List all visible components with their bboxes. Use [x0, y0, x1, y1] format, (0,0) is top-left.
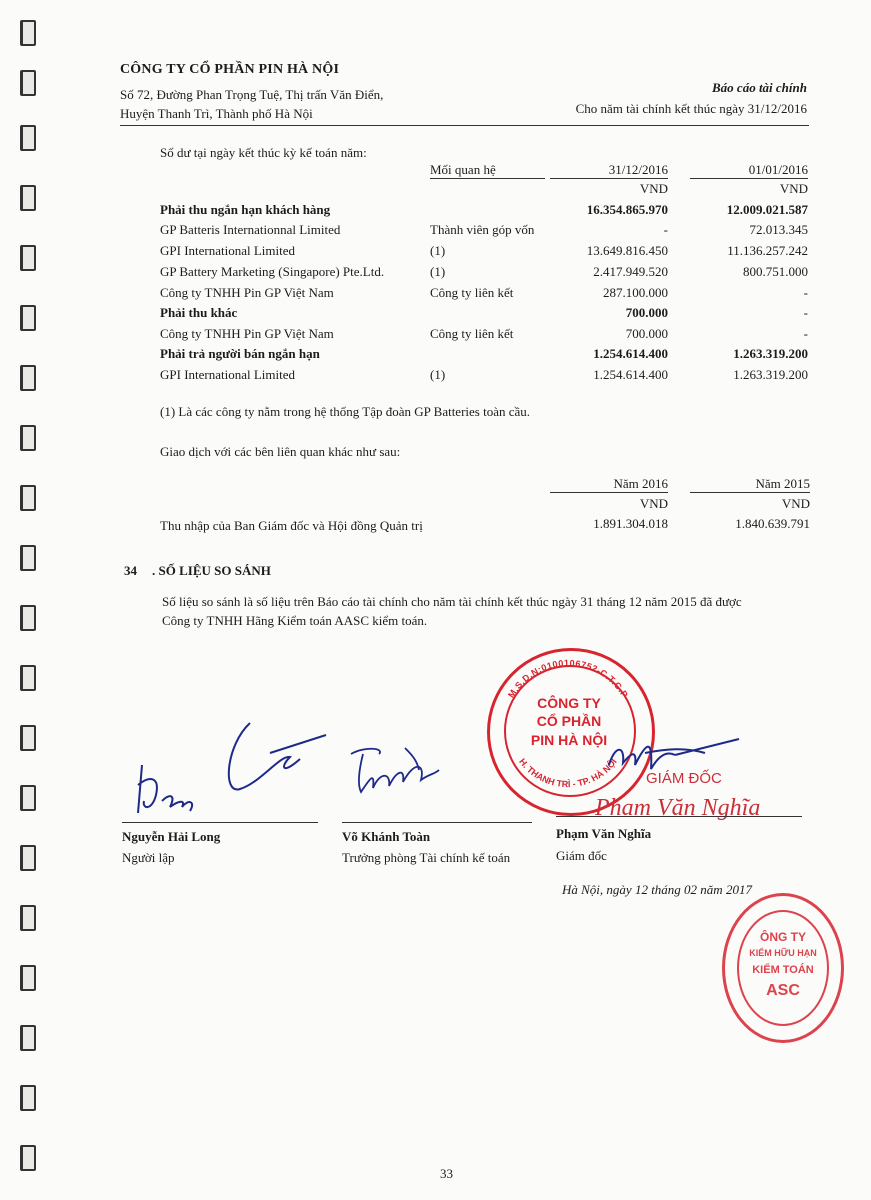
balance-row-relation: Công ty liên kết — [430, 326, 514, 341]
director-stamp-name: Pham Văn Nghĩa — [595, 795, 761, 821]
balance-row-2016: 700.000 — [625, 305, 668, 320]
col-2016-header: 31/12/2016 — [550, 162, 668, 179]
tx-col-2016-header: Năm 2016 — [550, 476, 668, 493]
svg-text:M.S.D.N:0100106752-C.T.C.P — [506, 658, 630, 700]
balance-row-2015: 12.009.021.587 — [726, 202, 808, 217]
binding-holes — [0, 0, 40, 1200]
director-signature — [605, 725, 745, 785]
balance-row-2016: 287.100.000 — [603, 285, 668, 300]
director-stamp-title: GIÁM ĐỐC — [646, 770, 722, 787]
balance-row-2015: 800.751.000 — [743, 264, 808, 279]
balance-row-2016: 13.649.816.450 — [586, 243, 668, 258]
balance-row-2015: 1.263.319.200 — [733, 367, 808, 382]
balance-row-2016: 1.254.614.400 — [593, 367, 668, 382]
balance-row-label: GPI International Limited — [160, 367, 296, 382]
company-address-line2: Huyện Thanh Trì, Thành phố Hà Nội — [120, 106, 313, 121]
preparer-signature — [130, 715, 330, 825]
seal-line1: CÔNG TY — [537, 695, 601, 711]
page-number: 33 — [440, 1166, 453, 1181]
balance-row-label: GP Batteris Internationnal Limited — [160, 222, 341, 237]
seal-line2: CỔ PHẦN — [536, 713, 602, 729]
balance-row-label: Công ty TNHH Pin GP Việt Nam — [160, 285, 334, 300]
director-sign-line — [556, 816, 802, 817]
tx-row-2016: 1.891.304.018 — [593, 516, 668, 531]
balance-row-2015: 11.136.257.242 — [727, 243, 808, 258]
balance-row-2015: - — [803, 305, 808, 320]
tx-currency-2015: VND — [781, 496, 810, 511]
balance-row-2016: 1.254.614.400 — [593, 346, 668, 361]
balance-row-label: Phải thu ngắn hạn khách hàng — [160, 202, 331, 217]
balance-row-relation: (1) — [430, 264, 446, 279]
balance-row-label: Công ty TNHH Pin GP Việt Nam — [160, 326, 334, 341]
auditor-seal-line: KIỂM TOÁN — [752, 964, 814, 976]
currency-2015: VND — [779, 181, 808, 196]
balance-row-relation: Thành viên góp vốn — [430, 222, 535, 237]
accountant-sign-line — [342, 822, 532, 823]
company-name: CÔNG TY CỔ PHẦN PIN HÀ NỘI — [120, 62, 340, 77]
sign-date: Hà Nội, ngày 12 tháng 02 năm 2017 — [562, 882, 752, 897]
balance-row-2015: - — [803, 326, 808, 341]
col-2015-header: 01/01/2016 — [690, 162, 808, 179]
balance-row-relation: (1) — [430, 243, 446, 258]
preparer-sign-line — [122, 822, 318, 823]
header-divider — [120, 125, 809, 126]
balance-row-label: Phải trả người bán ngắn hạn — [160, 346, 320, 361]
currency-2016: VND — [639, 181, 668, 196]
section-paragraph-line2: Công ty TNHH Hãng Kiểm toán AASC kiểm toán. — [162, 613, 428, 628]
preparer-name: Nguyễn Hải Long — [122, 829, 221, 844]
tx-row-label: Thu nhập của Ban Giám đốc và Hội đồng Quản trị — [160, 518, 423, 533]
preparer-title: Người lập — [122, 850, 175, 865]
balance-row-label: GP Battery Marketing (Singapore) Pte.Ltd. — [160, 264, 385, 279]
balance-row-2016: 2.417.949.520 — [593, 264, 668, 279]
auditor-seal-line: ÔNG TY — [759, 930, 806, 944]
transactions-intro: Giao dịch với các bên liên quan khác như sau: — [160, 444, 401, 459]
svg-text:H. THANH TRÌ - TP. HÀ NỘI — [517, 757, 619, 790]
balance-row-2016: - — [663, 222, 668, 237]
balance-row-2016: 700.000 — [625, 326, 668, 341]
balance-row-label: GPI International Limited — [160, 243, 296, 258]
balances-footnote: (1) Là các công ty nằm trong hệ thống Tập đoàn GP Batteries toàn cầu. — [160, 404, 531, 419]
seal-line3: PIN HÀ NỘI — [530, 732, 608, 748]
balance-row-relation: (1) — [430, 367, 446, 382]
accountant-name: Võ Khánh Toàn — [342, 829, 431, 844]
balance-row-2015: 1.263.319.200 — [733, 346, 808, 361]
section-number: 34 — [124, 563, 137, 578]
tx-col-2015-header: Năm 2015 — [690, 476, 810, 493]
report-period: Cho năm tài chính kết thúc ngày 31/12/2016 — [575, 101, 807, 116]
director-name: Phạm Văn Nghĩa — [556, 826, 652, 841]
accountant-title: Trưởng phòng Tài chính kế toán — [342, 850, 511, 865]
section-title: . SỐ LIỆU SO SÁNH — [152, 563, 271, 578]
col-relation-header: Mối quan hệ — [430, 162, 545, 179]
balance-row-2016: 16.354.865.970 — [586, 202, 668, 217]
report-title: Báo cáo tài chính — [712, 80, 807, 95]
auditor-seal-line: KIỂM HỮU HẠN — [749, 948, 817, 958]
tx-currency-2016: VND — [639, 496, 668, 511]
balance-row-relation: Công ty liên kết — [430, 285, 514, 300]
balance-row-label: Phải thu khác — [160, 305, 238, 320]
seal-ring-text: M.S.D.N:0100106752-C.T.C.P — [505, 657, 631, 700]
company-address-line1: Số 72, Đường Phan Trọng Tuệ, Thị trấn Văn Điển, — [120, 87, 384, 102]
auditor-seal — [722, 893, 844, 1043]
accountant-signature — [345, 740, 445, 810]
section-paragraph-line1: Số liệu so sánh là số liệu trên Báo cáo tài chính cho năm tài chính kết thúc ngày 31 tháng 12 năm 2015 đã được — [162, 594, 742, 609]
tx-row-2015: 1.840.639.791 — [735, 516, 810, 531]
balance-row-2015: - — [803, 285, 808, 300]
balance-row-2015: 72.013.345 — [749, 222, 808, 237]
seal-bottom-text: H. THANH TRÌ - TP. HÀ NỘI — [517, 756, 619, 790]
director-title: Giám đốc — [556, 848, 607, 863]
balances-intro: Số dư tại ngày kết thúc kỳ kế toán năm: — [160, 145, 367, 160]
auditor-seal-line: ASC — [766, 982, 800, 999]
